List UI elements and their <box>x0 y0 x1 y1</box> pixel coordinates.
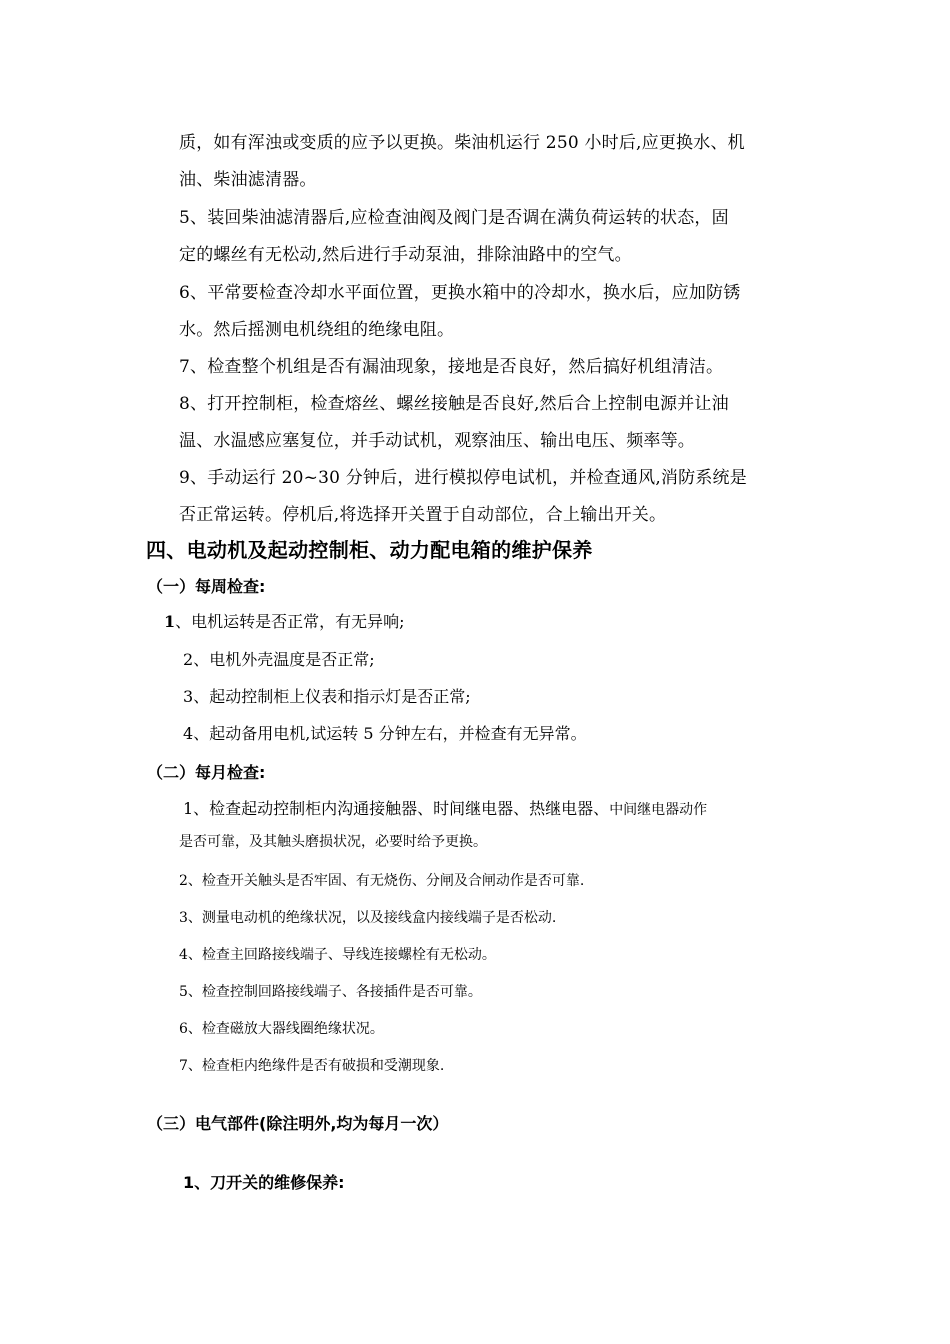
monthly-item-continuation: 是否可靠，及其触头磨损状况，必要时给予更换。 <box>179 834 487 850</box>
weekly-item <box>183 684 471 707</box>
item-text: 1、检查起动控制柜内沟通接触器、时间继电器、热继电器、 <box>183 799 610 818</box>
item-text: 、电机运转是否正常，有无异响; <box>175 612 405 631</box>
paragraph-line: 油、柴油滤清器。 <box>179 170 317 190</box>
item-heading-knife-switch: 1、刀开关的维修保养: <box>183 1173 345 1192</box>
subsection-heading-monthly: （二）每月检查: <box>147 763 266 782</box>
paragraph-line: 7、检查整个机组是否有漏油现象，接地是否良好，然后搞好机组清洁。 <box>179 357 724 377</box>
item-text: 、起动控制柜上仪表和指示灯是否正常; <box>193 687 471 706</box>
item-number: 3 <box>183 687 194 706</box>
weekly-item <box>183 721 587 744</box>
paragraph-line: 定的螺丝有无松动,然后进行手动泵油，排除油路中的空气。 <box>179 245 632 265</box>
paragraph-line: 5、装回柴油滤清器后,应检查油阀及阀门是否调在满负荷运转的状态，固 <box>179 208 729 228</box>
paragraph-line: 质，如有浑浊或变质的应予以更换。柴油机运行 250 小时后,应更换水、机 <box>179 133 745 153</box>
item-number: 2 <box>183 650 194 669</box>
monthly-item: 5、检查控制回路接线端子、各接插件是否可靠。 <box>179 984 482 1000</box>
item-text: 、电机外壳温度是否正常; <box>193 650 375 669</box>
item-text-small: 中间继电器动作 <box>609 802 708 818</box>
paragraph-line: 6、平常要检查冷却水平面位置，更换水箱中的冷却水，换水后，应加防锈 <box>179 283 741 303</box>
paragraph-line: 8、打开控制柜，检查熔丝、螺丝接触是否良好,然后合上控制电源并让油 <box>179 394 729 414</box>
monthly-item: 6、检查磁放大器线圈绝缘状况。 <box>179 1021 384 1037</box>
weekly-item <box>183 647 375 670</box>
paragraph-line: 温、水温感应塞复位，并手动试机，观察油压、输出电压、频率等。 <box>179 431 695 451</box>
subsection-heading-weekly: （一）每周检查: <box>147 577 266 596</box>
paragraph-line: 水。然后摇测电机绕组的绝缘电阻。 <box>179 320 455 340</box>
item-number: 1 <box>164 612 176 631</box>
monthly-item: 2、检查开关触头是否牢固、有无烧伤、分闸及合闸动作是否可靠. <box>179 873 585 889</box>
monthly-item: 4、检查主回路接线端子、导线连接螺栓有无松动。 <box>179 947 496 963</box>
subsection-heading-electrical: （三）电气部件(除注明外,均为每月一次） <box>147 1114 449 1133</box>
monthly-item: 3、测量电动机的绝缘状况，以及接线盒内接线端子是否松动. <box>179 910 557 926</box>
paragraph-line: 否正常运转。停机后,将选择开关置于自动部位，合上输出开关。 <box>179 505 667 525</box>
weekly-item <box>164 609 405 632</box>
monthly-item: 7、检查柜内绝缘件是否有破损和受潮现象. <box>179 1058 445 1074</box>
item-number: 4 <box>183 724 194 743</box>
section-heading: 四、电动机及起动控制柜、动力配电箱的维护保养 <box>146 538 593 562</box>
item-text: 、起动备用电机,试运转 5 分钟左右，并检查有无异常。 <box>193 724 587 743</box>
monthly-item <box>183 796 707 819</box>
paragraph-line: 9、手动运行 20~30 分钟后，进行模拟停电试机，并检查通风,消防系统是 <box>179 468 747 488</box>
